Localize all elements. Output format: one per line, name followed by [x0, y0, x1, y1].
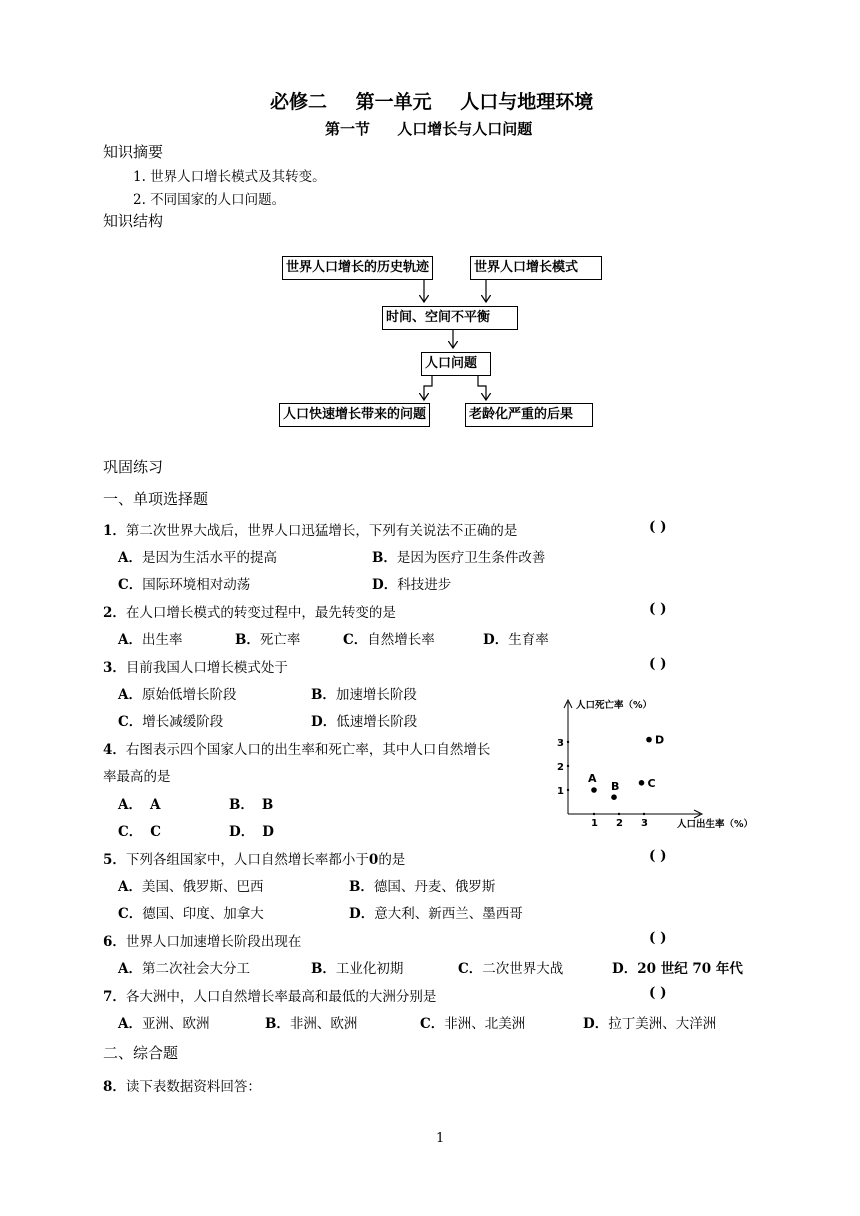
- question-3: 3．目前我国人口增长模式处于: [103, 660, 288, 676]
- option-a: A．原始低增长阶段: [118, 687, 237, 703]
- data-point-d: [646, 737, 652, 743]
- y-tick-label: 1: [557, 786, 564, 797]
- box-imbalance: 时间、空间不平衡: [382, 306, 518, 330]
- option-a: A．第二次社会大分工: [118, 961, 250, 977]
- option-c: C．非洲、北美洲: [420, 1016, 526, 1032]
- data-label-c: C: [647, 776, 656, 790]
- y-tick-mark: [567, 741, 569, 743]
- option-c: C．国际环境相对动荡: [118, 577, 251, 593]
- answer-paren: ( ): [649, 985, 667, 1001]
- structure-heading: 知识结构: [103, 212, 164, 230]
- question-7: 7．各大洲中，人口自然增长率最高和最低的大洲分别是: [103, 989, 437, 1005]
- data-label-b: B: [611, 780, 620, 794]
- option-c: C．德国、印度、加拿大: [118, 906, 264, 922]
- question-4-cont: 率最高的是: [103, 769, 171, 785]
- option-b: B．工业化初期: [311, 961, 404, 977]
- option-a: A．是因为生活水平的提高: [118, 550, 277, 566]
- birth-death-rate-chart: [550, 690, 780, 840]
- option-d: D． D: [229, 824, 274, 840]
- option-a: A．出生率: [118, 632, 183, 648]
- data-point-c: [639, 780, 645, 786]
- question-8: 8．读下表数据资料回答：: [103, 1079, 261, 1095]
- option-a: A．美国、俄罗斯、巴西: [118, 879, 264, 895]
- box-growth-model: 世界人口增长模式: [470, 256, 602, 280]
- option-d: D．生育率: [483, 632, 549, 648]
- box-aging: 老龄化严重的后果: [465, 403, 593, 427]
- answer-paren: ( ): [649, 519, 667, 535]
- question-2: 2．在人口增长模式的转变过程中，最先转变的是: [103, 605, 396, 621]
- page-number: 1: [436, 1131, 445, 1146]
- y-tick-label: 3: [557, 738, 564, 749]
- x-tick-mark: [643, 813, 645, 815]
- option-b: B．加速增长阶段: [311, 687, 417, 703]
- y-tick-label: 2: [557, 762, 564, 773]
- y-tick-mark: [567, 765, 569, 767]
- data-point-a: [591, 787, 597, 793]
- x-tick-mark: [593, 813, 595, 815]
- practice-heading: 巩固练习: [103, 458, 164, 476]
- question-4: 4．右图表示四个国家人口的出生率和死亡率，其中人口自然增长: [103, 742, 491, 758]
- x-tick-label: 2: [616, 818, 623, 829]
- title-part-2: 第一单元: [355, 91, 432, 113]
- subtitle-part-1: 第一节: [325, 120, 371, 138]
- option-a: A． A: [118, 797, 161, 813]
- x-tick-label: 1: [591, 818, 598, 829]
- option-b: B．是因为医疗卫生条件改善: [372, 550, 546, 566]
- option-c: C．二次世界大战: [458, 961, 564, 977]
- data-label-d: D: [655, 733, 665, 747]
- option-b: B．德国、丹麦、俄罗斯: [349, 879, 496, 895]
- question-5: 5．下列各组国家中，人口自然增长率都小于0的是: [103, 852, 406, 868]
- question-6: 6．世界人口加速增长阶段出现在: [103, 934, 302, 950]
- x-axis-label: 人口出生率（%）: [677, 819, 754, 830]
- option-d: D．20 世纪 70 年代: [612, 961, 743, 977]
- answer-paren: ( ): [649, 930, 667, 946]
- y-axis-label: 人口死亡率（%）: [576, 700, 653, 711]
- option-d: D．科技进步: [372, 577, 452, 593]
- summary-heading: 知识摘要: [103, 143, 164, 161]
- question-number: 1: [103, 523, 113, 539]
- x-tick-mark: [618, 813, 620, 815]
- data-point-b: [611, 794, 617, 800]
- question-stem: 第二次世界大战后，世界人口迅猛增长，下列有关说法不正确的是: [125, 523, 518, 539]
- subtitle-part-2: 人口增长与人口问题: [397, 120, 533, 138]
- y-tick-mark: [567, 789, 569, 791]
- option-b: B．非洲、欧洲: [265, 1016, 358, 1032]
- summary-item-2: 2. 不同国家的人口问题。: [133, 192, 286, 208]
- box-population-problem: 人口问题: [421, 352, 491, 376]
- box-rapid-growth: 人口快速增长带来的问题: [279, 403, 430, 427]
- option-d: D．拉丁美洲、大洋洲: [583, 1016, 717, 1032]
- structure-arrows: [0, 0, 860, 460]
- answer-paren: ( ): [649, 601, 667, 617]
- title-part-1: 必修二: [270, 91, 328, 113]
- summary-item-1: 1. 世界人口增长模式及其转变。: [133, 169, 326, 185]
- option-c: C． C: [118, 824, 161, 840]
- option-c: C．自然增长率: [343, 632, 435, 648]
- option-c: C．增长减缓阶段: [118, 714, 224, 730]
- question-1: 1．第二次世界大战后，世界人口迅猛增长，下列有关说法不正确的是: [103, 523, 518, 539]
- option-b: B． B: [229, 797, 274, 813]
- answer-paren: ( ): [649, 848, 667, 864]
- option-a: A．亚洲、欧洲: [118, 1016, 210, 1032]
- option-d: D．低速增长阶段: [311, 714, 418, 730]
- data-label-a: A: [588, 772, 597, 785]
- answer-paren: ( ): [649, 656, 667, 672]
- section-single-choice: 一、单项选择题: [103, 490, 209, 508]
- option-d: D．意大利、新西兰、墨西哥: [349, 906, 523, 922]
- option-b: B．死亡率: [235, 632, 301, 648]
- title-part-3: 人口与地理环境: [460, 91, 594, 113]
- section-comprehensive: 二、综合题: [103, 1044, 179, 1062]
- x-tick-label: 3: [641, 818, 648, 829]
- box-history-trajectory: 世界人口增长的历史轨迹: [282, 256, 433, 280]
